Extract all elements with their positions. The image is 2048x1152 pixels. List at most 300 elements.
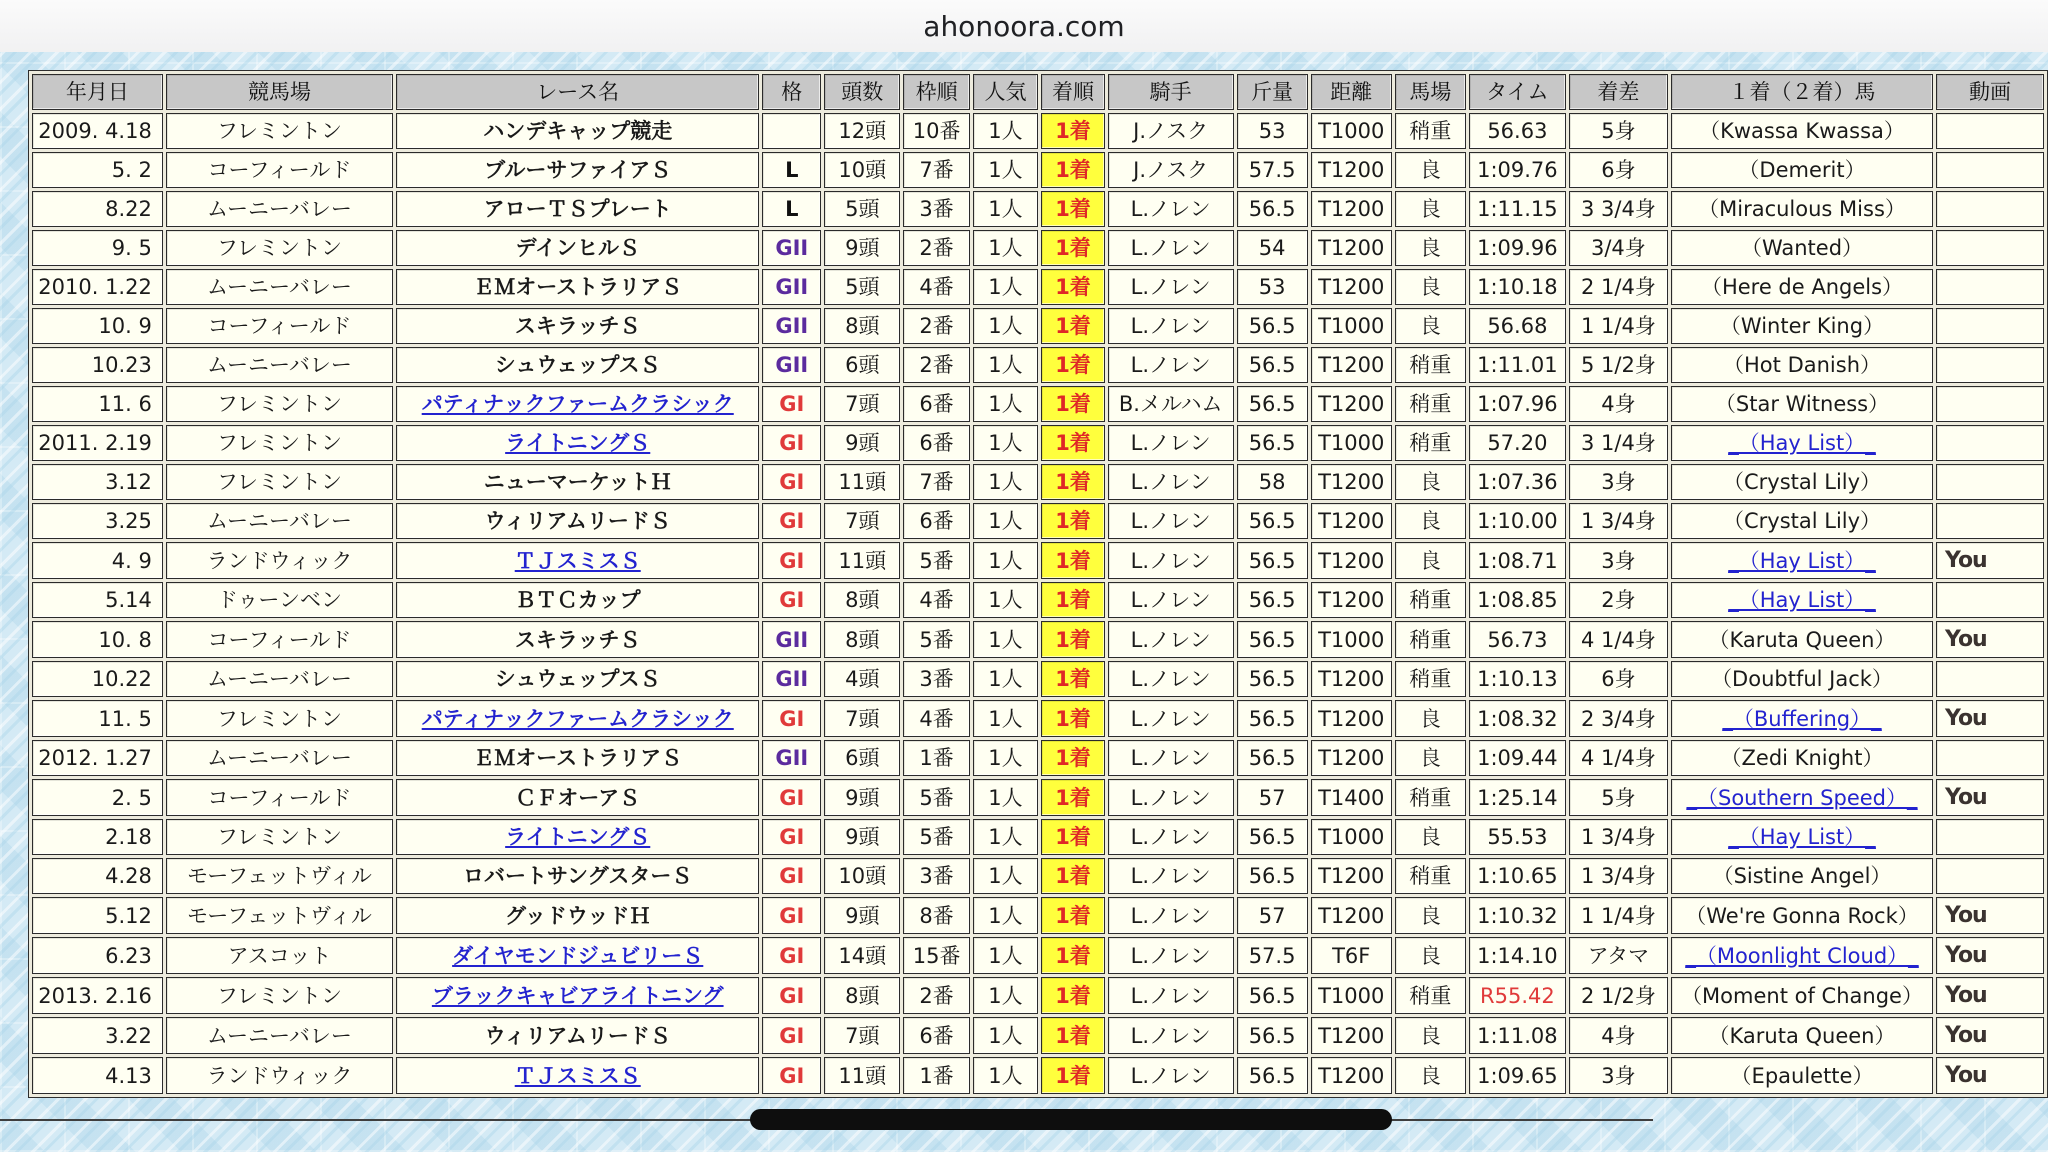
youtube-video-icon[interactable]: You	[1945, 903, 1987, 928]
going-cell: 稍重	[1395, 425, 1466, 461]
barrier-cell: 3番	[903, 191, 969, 227]
second-horse-link[interactable]: _（Hay List）_	[1728, 431, 1876, 455]
column-header-9: 斤量	[1237, 74, 1308, 110]
barrier-cell: 2番	[903, 230, 969, 266]
jockey-cell: L.ノレン	[1108, 621, 1234, 658]
barrier-cell: 2番	[903, 347, 969, 383]
going-cell: 稍重	[1395, 386, 1466, 422]
grade-cell	[762, 977, 821, 1014]
grade-badge: GI	[779, 825, 805, 849]
video-cell	[1936, 1017, 2044, 1054]
field-size-cell: 7頭	[824, 386, 900, 422]
weight-cell: 56.5	[1237, 347, 1308, 383]
column-header-15: 動画	[1936, 74, 2044, 110]
table-row	[32, 425, 2044, 461]
youtube-video-icon[interactable]: You	[1945, 983, 1987, 1008]
time-cell: 1:10.00	[1469, 503, 1566, 539]
popularity-cell: 1人	[973, 425, 1038, 461]
time-cell: 1:08.32	[1469, 700, 1566, 737]
finish-position-cell: 1着	[1041, 1017, 1105, 1054]
margin-cell: 5身	[1569, 779, 1668, 816]
going-cell: 良	[1395, 269, 1466, 305]
video-cell	[1936, 977, 2044, 1014]
grade-badge: GI	[779, 706, 805, 731]
race-name-cell	[396, 386, 759, 422]
course-cell: フレミントン	[166, 425, 393, 461]
time-cell: 1:08.85	[1469, 582, 1566, 618]
race-name-cell: グッドウッドＨ	[396, 897, 759, 934]
second-horse-link[interactable]: _（Hay List）_	[1728, 825, 1876, 849]
table-row	[32, 819, 2044, 855]
race-name-cell	[396, 1057, 759, 1094]
second-horse-cell	[1671, 819, 1933, 855]
youtube-video-icon[interactable]: You	[1945, 548, 1987, 573]
popularity-cell: 1人	[973, 542, 1038, 579]
margin-cell: 3身	[1569, 464, 1668, 500]
date-cell: 2011. 2.19	[32, 425, 163, 461]
jockey-cell: L.ノレン	[1108, 464, 1234, 500]
margin-cell: 1 1/4身	[1569, 897, 1668, 934]
barrier-cell: 15番	[903, 937, 969, 974]
second-horse-cell: （Miraculous Miss）	[1671, 191, 1933, 227]
grade-cell	[762, 700, 821, 737]
course-cell: ドゥーンベン	[166, 582, 393, 618]
column-header-1: 競馬場	[166, 74, 393, 110]
grade-badge: GI	[779, 1023, 805, 1048]
table-row	[32, 464, 2044, 500]
grade-badge: GII	[775, 236, 809, 260]
time-cell: 1:09.76	[1469, 152, 1566, 188]
date-cell: 10.23	[32, 347, 163, 383]
barrier-cell: 2番	[903, 308, 969, 344]
second-horse-cell: （Moment of Change）	[1671, 977, 1933, 1014]
grade-cell	[762, 819, 821, 855]
race-name-cell: ニューマーケットＨ	[396, 464, 759, 500]
going-cell: 良	[1395, 503, 1466, 539]
grade-badge: GII	[775, 746, 809, 770]
distance-cell: T1200	[1311, 503, 1392, 539]
popularity-cell: 1人	[973, 977, 1038, 1014]
grade-badge: GI	[779, 588, 805, 612]
grade-cell	[762, 308, 821, 344]
field-size-cell: 12頭	[824, 113, 900, 149]
popularity-cell: 1人	[973, 269, 1038, 305]
column-header-4: 頭数	[824, 74, 900, 110]
margin-cell: 1 3/4身	[1569, 503, 1668, 539]
video-cell	[1936, 582, 2044, 618]
grade-badge: GI	[779, 1063, 805, 1088]
popularity-cell: 1人	[973, 230, 1038, 266]
jockey-cell: L.ノレン	[1108, 858, 1234, 894]
video-cell	[1936, 191, 2044, 227]
going-cell: 稍重	[1395, 113, 1466, 149]
jockey-cell: L.ノレン	[1108, 819, 1234, 855]
course-cell: ムーニーバレー	[166, 269, 393, 305]
grade-cell	[762, 269, 821, 305]
second-horse-cell: （Doubtful Jack）	[1671, 661, 1933, 697]
second-horse-cell: （Demerit）	[1671, 152, 1933, 188]
race-name-cell: ハンデキャップ競走	[396, 113, 759, 149]
barrier-cell: 7番	[903, 152, 969, 188]
course-cell: コーフィールド	[166, 308, 393, 344]
distance-cell: T1200	[1311, 386, 1392, 422]
grade-cell	[762, 542, 821, 579]
youtube-video-icon[interactable]: You	[1945, 706, 1987, 731]
course-cell: フレミントン	[166, 386, 393, 422]
jockey-cell: L.ノレン	[1108, 740, 1234, 776]
time-cell: 1:09.44	[1469, 740, 1566, 776]
table-row	[32, 582, 2044, 618]
date-cell: 3.12	[32, 464, 163, 500]
date-cell: 9. 5	[32, 230, 163, 266]
weight-cell: 57.5	[1237, 152, 1308, 188]
finish-position-cell: 1着	[1041, 621, 1105, 658]
date-cell: 4. 9	[32, 542, 163, 579]
second-horse-cell: （Winter King）	[1671, 308, 1933, 344]
horizontal-scrollbar-thumb[interactable]	[750, 1109, 1392, 1130]
jockey-cell: L.ノレン	[1108, 582, 1234, 618]
race-link[interactable]: パティナックファームクラシック	[421, 706, 734, 731]
date-cell: 2009. 4.18	[32, 113, 163, 149]
finish-position-cell: 1着	[1041, 779, 1105, 816]
time-cell: 1:07.96	[1469, 386, 1566, 422]
second-horse-cell	[1671, 425, 1933, 461]
video-cell	[1936, 152, 2044, 188]
grade-badge: GI	[779, 392, 805, 416]
weight-cell: 56.5	[1237, 700, 1308, 737]
column-header-14: １着（２着）馬	[1671, 74, 1933, 110]
grade-badge: GI	[779, 903, 805, 928]
distance-cell: T1000	[1311, 819, 1392, 855]
grade-badge: GII	[775, 353, 809, 377]
field-size-cell: 11頭	[824, 542, 900, 579]
jockey-cell: L.ノレン	[1108, 269, 1234, 305]
going-cell: 良	[1395, 897, 1466, 934]
date-cell: 5.12	[32, 897, 163, 934]
column-header-5: 枠順	[903, 74, 969, 110]
grade-cell	[762, 191, 821, 227]
second-horse-cell: （Kwassa Kwassa）	[1671, 113, 1933, 149]
finish-position-cell: 1着	[1041, 977, 1105, 1014]
course-cell: ランドウィック	[166, 542, 393, 579]
course-cell: ムーニーバレー	[166, 503, 393, 539]
finish-position-cell: 1着	[1041, 503, 1105, 539]
page-title: ahonoora.com	[923, 9, 1125, 43]
second-horse-cell	[1671, 937, 1933, 974]
date-cell: 10. 9	[32, 308, 163, 344]
finish-position-cell: 1着	[1041, 308, 1105, 344]
race-results-table	[28, 70, 2048, 1098]
margin-cell: 4身	[1569, 1017, 1668, 1054]
popularity-cell: 1人	[973, 386, 1038, 422]
course-cell: フレミントン	[166, 819, 393, 855]
weight-cell: 56.5	[1237, 740, 1308, 776]
distance-cell: T1200	[1311, 347, 1392, 383]
grade-badge: GII	[775, 667, 809, 691]
field-size-cell: 11頭	[824, 464, 900, 500]
distance-cell: T1200	[1311, 1017, 1392, 1054]
race-link[interactable]: ダイヤモンドジュビリーＳ	[452, 943, 704, 968]
video-cell	[1936, 897, 2044, 934]
date-cell: 2010. 1.22	[32, 269, 163, 305]
date-cell: 11. 5	[32, 700, 163, 737]
barrier-cell: 6番	[903, 386, 969, 422]
margin-cell: 4身	[1569, 386, 1668, 422]
date-cell: 5. 2	[32, 152, 163, 188]
grade-cell	[762, 621, 821, 658]
race-name-cell: ウィリアムリードＳ	[396, 1017, 759, 1054]
weight-cell: 56.5	[1237, 977, 1308, 1014]
race-link[interactable]: ブラックキャビアライトニング	[431, 983, 724, 1008]
margin-cell: 1 3/4身	[1569, 858, 1668, 894]
field-size-cell: 9頭	[824, 897, 900, 934]
date-cell: 3.22	[32, 1017, 163, 1054]
field-size-cell: 14頭	[824, 937, 900, 974]
video-cell	[1936, 661, 2044, 697]
jockey-cell: L.ノレン	[1108, 937, 1234, 974]
margin-cell: 2身	[1569, 582, 1668, 618]
second-horse-link[interactable]: _（Buffering）_	[1722, 706, 1882, 731]
time-cell: 55.53	[1469, 819, 1566, 855]
video-cell	[1936, 308, 2044, 344]
distance-cell: T1200	[1311, 700, 1392, 737]
going-cell: 良	[1395, 464, 1466, 500]
finish-position-cell: 1着	[1041, 347, 1105, 383]
date-cell: 5.14	[32, 582, 163, 618]
table-row	[32, 542, 2044, 579]
weight-cell: 54	[1237, 230, 1308, 266]
jockey-cell: J.ノスク	[1108, 152, 1234, 188]
popularity-cell: 1人	[973, 113, 1038, 149]
table-row	[32, 858, 2044, 894]
time-cell: 56.73	[1469, 621, 1566, 658]
weight-cell: 56.5	[1237, 308, 1308, 344]
race-link[interactable]: ＴＪスミスＳ	[514, 1063, 641, 1088]
weight-cell: 56.5	[1237, 386, 1308, 422]
margin-cell: 2 3/4身	[1569, 700, 1668, 737]
going-cell: 良	[1395, 700, 1466, 737]
video-cell	[1936, 819, 2044, 855]
video-cell	[1936, 740, 2044, 776]
finish-position-cell: 1着	[1041, 661, 1105, 697]
jockey-cell: B.メルハム	[1108, 386, 1234, 422]
grade-cell	[762, 152, 821, 188]
column-header-13: 着差	[1569, 74, 1668, 110]
race-link[interactable]: ＴＪスミスＳ	[514, 548, 641, 573]
field-size-cell: 4頭	[824, 661, 900, 697]
field-size-cell: 6頭	[824, 740, 900, 776]
time-cell: 1:11.01	[1469, 347, 1566, 383]
table-row	[32, 700, 2044, 737]
going-cell: 良	[1395, 308, 1466, 344]
race-link[interactable]: ライトニングＳ	[505, 431, 651, 455]
field-size-cell: 9頭	[824, 425, 900, 461]
table-row	[32, 113, 2044, 149]
grade-cell	[762, 113, 821, 149]
table-row	[32, 977, 2044, 1014]
time-cell: 1:09.65	[1469, 1057, 1566, 1094]
course-cell: フレミントン	[166, 700, 393, 737]
popularity-cell: 1人	[973, 621, 1038, 658]
finish-position-cell: 1着	[1041, 269, 1105, 305]
youtube-video-icon[interactable]: You	[1945, 1063, 1987, 1088]
second-horse-cell: （Epaulette）	[1671, 1057, 1933, 1094]
race-link[interactable]: ライトニングＳ	[505, 825, 651, 849]
finish-position-cell: 1着	[1041, 740, 1105, 776]
distance-cell: T1200	[1311, 269, 1392, 305]
going-cell: 良	[1395, 1017, 1466, 1054]
going-cell: 良	[1395, 230, 1466, 266]
second-horse-link[interactable]: _（Southern Speed）_	[1686, 785, 1918, 810]
field-size-cell: 11頭	[824, 1057, 900, 1094]
field-size-cell: 10頭	[824, 858, 900, 894]
table-row	[32, 230, 2044, 266]
field-size-cell: 5頭	[824, 269, 900, 305]
video-cell	[1936, 347, 2044, 383]
margin-cell: 3 3/4身	[1569, 191, 1668, 227]
table-row	[32, 386, 2044, 422]
distance-cell: T1200	[1311, 661, 1392, 697]
barrier-cell: 6番	[903, 425, 969, 461]
weight-cell: 57	[1237, 897, 1308, 934]
weight-cell: 56.5	[1237, 858, 1308, 894]
second-horse-link[interactable]: _（Hay List）_	[1728, 548, 1876, 573]
going-cell: 良	[1395, 1057, 1466, 1094]
barrier-cell: 2番	[903, 977, 969, 1014]
second-horse-cell: （We're Gonna Rock）	[1671, 897, 1933, 934]
table-row	[32, 503, 2044, 539]
table-row	[32, 269, 2044, 305]
course-cell: ムーニーバレー	[166, 1017, 393, 1054]
course-cell: アスコット	[166, 937, 393, 974]
time-cell: 56.63	[1469, 113, 1566, 149]
race-name-cell: アローＴＳプレート	[396, 191, 759, 227]
margin-cell: 4 1/4身	[1569, 621, 1668, 658]
race-name-cell: デインヒルＳ	[396, 230, 759, 266]
grade-cell	[762, 740, 821, 776]
finish-position-cell: 1着	[1041, 191, 1105, 227]
popularity-cell: 1人	[973, 464, 1038, 500]
finish-position-cell: 1着	[1041, 582, 1105, 618]
time-cell: 1:10.65	[1469, 858, 1566, 894]
grade-badge: GI	[779, 431, 805, 455]
youtube-video-icon[interactable]: You	[1945, 943, 1987, 968]
grade-cell	[762, 386, 821, 422]
race-name-cell	[396, 425, 759, 461]
distance-cell: T1000	[1311, 621, 1392, 658]
course-cell: ムーニーバレー	[166, 191, 393, 227]
weight-cell: 56.5	[1237, 582, 1308, 618]
grade-cell	[762, 858, 821, 894]
finish-position-cell: 1着	[1041, 937, 1105, 974]
grade-cell	[762, 347, 821, 383]
time-cell: 1:10.32	[1469, 897, 1566, 934]
going-cell: 良	[1395, 542, 1466, 579]
finish-position-cell: 1着	[1041, 542, 1105, 579]
barrier-cell: 5番	[903, 621, 969, 658]
jockey-cell: L.ノレン	[1108, 700, 1234, 737]
course-cell: フレミントン	[166, 113, 393, 149]
table-row	[32, 1017, 2044, 1054]
date-cell: 4.28	[32, 858, 163, 894]
race-name-cell	[396, 977, 759, 1014]
margin-cell: 6身	[1569, 661, 1668, 697]
margin-cell: 4 1/4身	[1569, 740, 1668, 776]
youtube-video-icon[interactable]: You	[1945, 627, 1987, 652]
margin-cell: 5身	[1569, 113, 1668, 149]
popularity-cell: 1人	[973, 503, 1038, 539]
field-size-cell: 5頭	[824, 191, 900, 227]
second-horse-cell: （Karuta Queen）	[1671, 1017, 1933, 1054]
date-cell: 2. 5	[32, 779, 163, 816]
column-header-7: 着順	[1041, 74, 1105, 110]
going-cell: 稍重	[1395, 779, 1466, 816]
column-header-0: 年月日	[32, 74, 163, 110]
weight-cell: 57	[1237, 779, 1308, 816]
race-name-cell	[396, 937, 759, 974]
grade-badge: GII	[775, 314, 809, 338]
popularity-cell: 1人	[973, 152, 1038, 188]
jockey-cell: J.ノスク	[1108, 113, 1234, 149]
going-cell: 稍重	[1395, 621, 1466, 658]
barrier-cell: 5番	[903, 542, 969, 579]
youtube-video-icon[interactable]: You	[1945, 1023, 1987, 1048]
barrier-cell: 5番	[903, 779, 969, 816]
race-link[interactable]: パティナックファームクラシック	[421, 392, 734, 416]
youtube-video-icon[interactable]: You	[1945, 785, 1987, 810]
course-cell: ムーニーバレー	[166, 347, 393, 383]
field-size-cell: 9頭	[824, 819, 900, 855]
barrier-cell: 5番	[903, 819, 969, 855]
barrier-cell: 1番	[903, 740, 969, 776]
race-name-cell: ウィリアムリードＳ	[396, 503, 759, 539]
date-cell: 4.13	[32, 1057, 163, 1094]
weight-cell: 56.5	[1237, 661, 1308, 697]
video-cell	[1936, 503, 2044, 539]
race-name-cell: スキラッチＳ	[396, 621, 759, 658]
finish-position-cell: 1着	[1041, 1057, 1105, 1094]
barrier-cell: 8番	[903, 897, 969, 934]
race-name-cell: ＣＦオーアＳ	[396, 779, 759, 816]
video-cell	[1936, 779, 2044, 816]
distance-cell: T1200	[1311, 1057, 1392, 1094]
distance-cell: T1000	[1311, 977, 1392, 1014]
second-horse-link[interactable]: _（Hay List）_	[1728, 588, 1876, 612]
course-cell: コーフィールド	[166, 621, 393, 658]
second-horse-cell: （Wanted）	[1671, 230, 1933, 266]
video-cell	[1936, 542, 2044, 579]
date-cell: 8.22	[32, 191, 163, 227]
grade-badge: GI	[779, 785, 805, 810]
video-cell	[1936, 230, 2044, 266]
barrier-cell: 3番	[903, 858, 969, 894]
barrier-cell: 6番	[903, 503, 969, 539]
margin-cell: 1 1/4身	[1569, 308, 1668, 344]
weight-cell: 57.5	[1237, 937, 1308, 974]
popularity-cell: 1人	[973, 937, 1038, 974]
popularity-cell: 1人	[973, 661, 1038, 697]
second-horse-link[interactable]: _（Moonlight Cloud）_	[1685, 943, 1919, 968]
video-cell	[1936, 386, 2044, 422]
second-horse-cell: （Hot Danish）	[1671, 347, 1933, 383]
margin-cell: 3/4身	[1569, 230, 1668, 266]
field-size-cell: 7頭	[824, 700, 900, 737]
course-cell: フレミントン	[166, 230, 393, 266]
table-row	[32, 621, 2044, 658]
finish-position-cell: 1着	[1041, 152, 1105, 188]
course-cell: コーフィールド	[166, 152, 393, 188]
barrier-cell: 7番	[903, 464, 969, 500]
